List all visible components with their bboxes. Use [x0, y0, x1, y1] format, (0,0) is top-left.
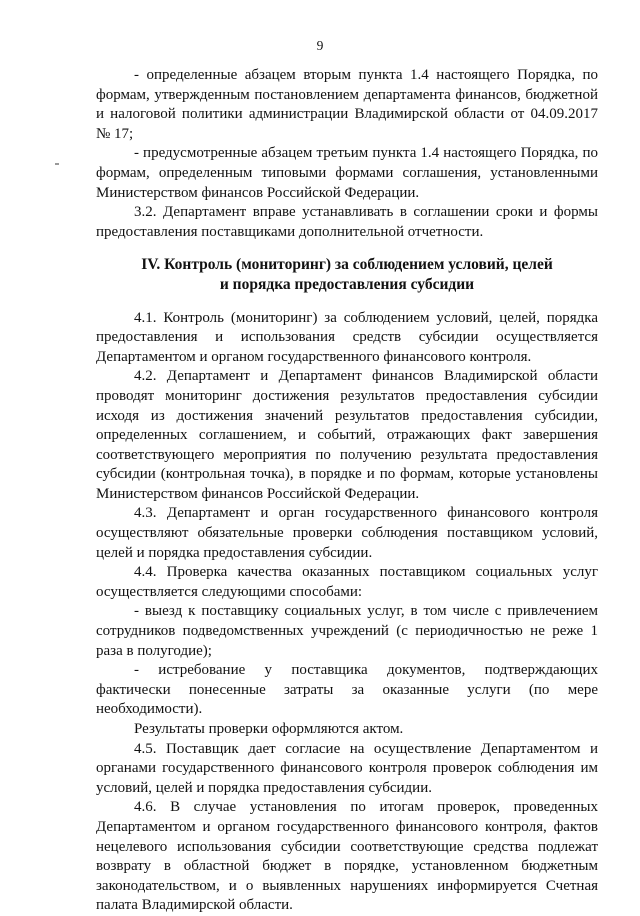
paragraph-4-1: 4.1. Контроль (мониторинг) за соблюдением условий, целей, порядка предоставления и использования средств субсидии осуществляется Департаментом и органом государственного финансового контроля.	[96, 309, 598, 365]
paragraph-3-1-item-2: - определенные абзацем вторым пункта 1.4 настоящего Порядка, по формам, утвержденным постановлением департамента финансов, бюджетной и налоговой политики администрации Владимирской области от 04.09.2017 № 17;	[96, 67, 598, 142]
paragraph-4-4-item-2: - истребование у поставщика документов, подтверждающих фактически понесенные затраты за оказанные услуги (по мере необходимости).	[96, 662, 598, 718]
paragraph-4-3: 4.3. Департамент и орган государственного финансового контроля осуществляют обязательные проверки соблюдения поставщиком условий, целей и порядка предоставления субсидии.	[96, 505, 598, 561]
paragraph-3-1-item-3: - предусмотренные абзацем третьим пункта 1.4 настоящего Порядка, по формам, определенным типовыми формами соглашения, установленными Министерством финансов Российской Федерации.	[96, 145, 598, 201]
section-heading	[96, 255, 598, 294]
section-heading-line-2: и порядка предоставления субсидии	[219, 275, 475, 293]
paragraph-4-6: 4.6. В случае установления по итогам проверок, проведенных Департаментом и органом государственного финансового контроля, фактов нецелевого использования субсидии соответствующие средства подлежат возврату в областной бюджет в порядке, установленном бюджетным законодательством, и о выявленных нарушениях информируется Счетная палата Владимирской области.	[96, 799, 598, 914]
document-body	[96, 66, 598, 916]
margin-mark	[55, 163, 59, 165]
section-heading-line-1: IV. Контроль (мониторинг) за соблюдением условий, целей	[141, 256, 553, 274]
page-number: 9	[316, 38, 324, 53]
paragraph-4-2: 4.2. Департамент и Департамент финансов Владимирской области проводят мониторинг достижения результатов предоставления субсидии исходя из достижения значений результатов предоставления субсидии, определенных соглашением, и событий, отражающих факт завершения соответствующего мероприятия по получению результата предоставления субсидии (контрольная точка), в порядке и по формам, которые установлены Министерством финансов Российской Федерации.	[96, 368, 598, 502]
paragraph-4-4-item-1: - выезд к поставщику социальных услуг, в том числе с привлечением сотрудников подведомственных учреждений (с периодичностью не реже 1 раза в полугодие);	[96, 603, 598, 659]
paragraph-4-4-result: Результаты проверки оформляются актом.	[134, 721, 404, 737]
paragraph-4-4: 4.4. Проверка качества оказанных поставщиком социальных услуг осуществляется следующими способами:	[96, 564, 598, 600]
paragraph-4-5: 4.5. Поставщик дает согласие на осуществление Департаментом и органами государственного финансового контроля проверок соблюдения им условий, целей и порядка предоставления субсидии.	[96, 740, 598, 796]
paragraph-3-2: 3.2. Департамент вправе устанавливать в соглашении сроки и формы предоставления поставщиками дополнительной отчетности.	[96, 204, 598, 240]
